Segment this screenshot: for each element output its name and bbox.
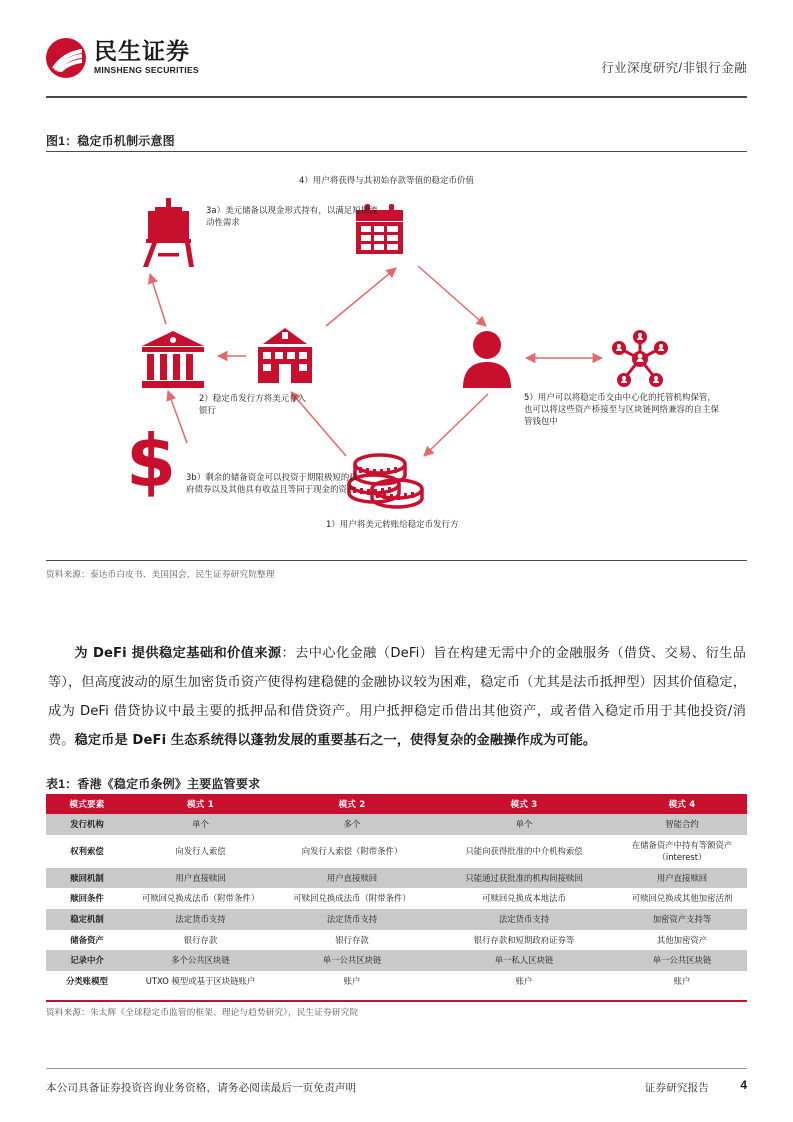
table1-title: 表1：香港《稳定币条例》主要监管要求 bbox=[46, 777, 261, 791]
row-label: 赎回机制 bbox=[46, 868, 128, 889]
table-cell: 在储备资产中持有等额资产（interest） bbox=[617, 835, 747, 868]
easel-icon bbox=[143, 198, 194, 267]
body-bold-tail: 稳定币是 DeFi 生态系统得以蓬勃发展的重要基石之一，使得复杂的金融操作成为可能。 bbox=[74, 733, 597, 749]
svg-text:$: $ bbox=[126, 419, 177, 503]
footer-divider bbox=[46, 1068, 747, 1069]
exhibit1-title: 图1：稳定币机制示意图 bbox=[46, 134, 175, 148]
exhibit1-source: 资料来源：泰达币白皮书、美国国会，民生证券研究院整理 bbox=[46, 569, 275, 579]
table-cell: 只能向获得批准的中介机构索偿 bbox=[431, 835, 617, 868]
table-cell: 多个 bbox=[273, 814, 431, 835]
table-cell: 只能通过获批准的机构间接赎回 bbox=[431, 868, 617, 889]
row-label: 分类账模型 bbox=[46, 971, 128, 992]
table-cell: 法定货币支持 bbox=[128, 909, 273, 930]
table-cell: 银行存款 bbox=[128, 930, 273, 951]
table-cell: 用户直接赎回 bbox=[617, 868, 747, 889]
table-cell: 用户直接赎回 bbox=[273, 868, 431, 889]
exhibit1-title-divider bbox=[46, 151, 747, 152]
table-cell: 向发行人索偿 bbox=[128, 835, 273, 868]
swoosh-icon bbox=[50, 46, 84, 72]
header-divider bbox=[46, 96, 747, 98]
table-cell: 单一公共区块链 bbox=[273, 950, 431, 971]
table-row bbox=[46, 909, 747, 930]
table-cell: 可赎回兑换成法币（附带条件） bbox=[273, 888, 431, 909]
table-row bbox=[46, 930, 747, 951]
table-header-cell: 模式要素 bbox=[46, 794, 128, 814]
table-cell: 多个公共区块链 bbox=[128, 950, 273, 971]
page-header bbox=[46, 38, 747, 92]
table-cell: 账户 bbox=[617, 971, 747, 992]
blockchain-network-icon bbox=[612, 330, 668, 387]
table-cell: 智能合约 bbox=[617, 814, 747, 835]
arrow-calendar-to-user bbox=[418, 266, 486, 326]
table-cell: 单一私人区块链 bbox=[431, 950, 617, 971]
row-label: 权利索偿 bbox=[46, 835, 128, 868]
diagram-label-step3b: 3b）剩余的储备资金可以投资于期限极短的政府债券以及其他具有收益且等同于现金的资产 bbox=[186, 472, 358, 495]
footer-report-type: 证券研究报告 bbox=[644, 1082, 709, 1094]
table-cell: 可赎回兑换成其他加密活剂 bbox=[617, 888, 747, 909]
header-category-label: 行业深度研究/非银行金融 bbox=[601, 61, 747, 75]
table-cell: 可赎回兑换成法币（附带条件） bbox=[128, 888, 273, 909]
arrow-issuer-to-calendar bbox=[326, 268, 396, 326]
table-cell: 账户 bbox=[273, 971, 431, 992]
table-cell: 可赎回兑换成本地法币 bbox=[431, 888, 617, 909]
table-row bbox=[46, 888, 747, 909]
table-cell: 法定货币支持 bbox=[273, 909, 431, 930]
exhibit1-bottom-divider bbox=[46, 560, 747, 561]
arrow-user-to-coins bbox=[424, 394, 488, 456]
table-row bbox=[46, 814, 747, 835]
diagram-label-step5: 5）用户可以将稳定币交由中心化的托管机构保管，也可以将这些资产桥接至与区块链网络兼容的自主保管钱包中 bbox=[524, 392, 719, 427]
table1-bottom-divider bbox=[46, 1000, 747, 1002]
row-label: 稳定机制 bbox=[46, 909, 128, 930]
table-row bbox=[46, 971, 747, 992]
diagram-label-step4: 4）用户将获得与其初始存款等值的稳定币价值 bbox=[299, 175, 474, 185]
issuer-building-icon bbox=[258, 328, 312, 383]
table-cell: 加密资产支持等 bbox=[617, 909, 747, 930]
table-cell: 单个 bbox=[128, 814, 273, 835]
logo-text-en: MINSHENG SECURITIES bbox=[94, 65, 199, 76]
table1-source: 资料来源：朱太辉《全球稳定币监管的框架、理论与趋势研究》，民生证券研究院 bbox=[46, 1007, 359, 1017]
arrow-bank-to-easel bbox=[150, 274, 166, 324]
table-cell: 单一公共区块链 bbox=[617, 950, 747, 971]
table-cell: UTXO 模型或基于区块链账户 bbox=[128, 971, 273, 992]
diagram-label-step2: 2）稳定币发行方将美元存入银行 bbox=[199, 393, 307, 416]
row-label: 发行机构 bbox=[46, 814, 128, 835]
table-header-cell: 模式 4 bbox=[617, 794, 747, 814]
table-cell: 法定货币支持 bbox=[431, 909, 617, 930]
regulation-table bbox=[46, 794, 747, 991]
table-row bbox=[46, 868, 747, 889]
bank-icon bbox=[142, 331, 204, 388]
diagram-label-step1: 1）用户将美元转账给稳定币发行方 bbox=[326, 519, 459, 529]
company-logo bbox=[46, 38, 199, 78]
table-cell: 用户直接赎回 bbox=[128, 868, 273, 889]
body-paragraph bbox=[48, 639, 746, 755]
body-text: ：去中心化金融（DeFi）旨在构建无需中介的金融服务（借贷、交易、衍生品等），但高度波动的原生加密货币资产使得构建稳健的金融协议较为困难，稳定币（尤其是法币抵押型）因其价值稳定，成为 DeFi 借贷协议中最主要的抵押品和借贷资产。用户抵押稳定币借出其他资产，或者借入稳定币用于其他投资/消费。 bbox=[48, 646, 746, 749]
table-row bbox=[46, 950, 747, 971]
table-header-cell: 模式 3 bbox=[431, 794, 617, 814]
table-cell: 向发行人索偿（附带条件） bbox=[273, 835, 431, 868]
row-label: 赎回条件 bbox=[46, 888, 128, 909]
diagram-label-step3a: 3a）美元储备以现金形式持有，以满足短期流动性需求 bbox=[206, 205, 378, 228]
footer-page-number: 4 bbox=[740, 1078, 747, 1092]
table-cell: 银行存款 bbox=[273, 930, 431, 951]
table-header-cell: 模式 1 bbox=[128, 794, 273, 814]
row-label: 储备资产 bbox=[46, 930, 128, 951]
row-label: 记录中介 bbox=[46, 950, 128, 971]
stablecoin-mechanism-diagram bbox=[46, 156, 747, 556]
table-cell: 其他加密资产 bbox=[617, 930, 747, 951]
table-header-cell: 模式 2 bbox=[273, 794, 431, 814]
user-icon bbox=[463, 331, 511, 388]
table-row bbox=[46, 835, 747, 868]
table-cell: 账户 bbox=[431, 971, 617, 992]
logo-text-cn: 民生证券 bbox=[94, 39, 190, 66]
logo-mark-icon bbox=[46, 38, 86, 78]
dollar-sign-icon bbox=[126, 419, 176, 503]
diagram-canvas bbox=[46, 156, 747, 556]
table-cell: 银行存款和短期政府证券等 bbox=[431, 930, 617, 951]
table-header-row bbox=[46, 794, 747, 814]
body-lead: 为 DeFi 提供稳定基础和价值来源 bbox=[74, 646, 282, 662]
footer-disclaimer: 本公司具备证券投资咨询业务资格，请务必阅读最后一页免责声明 bbox=[46, 1082, 357, 1094]
table-cell: 单个 bbox=[431, 814, 617, 835]
